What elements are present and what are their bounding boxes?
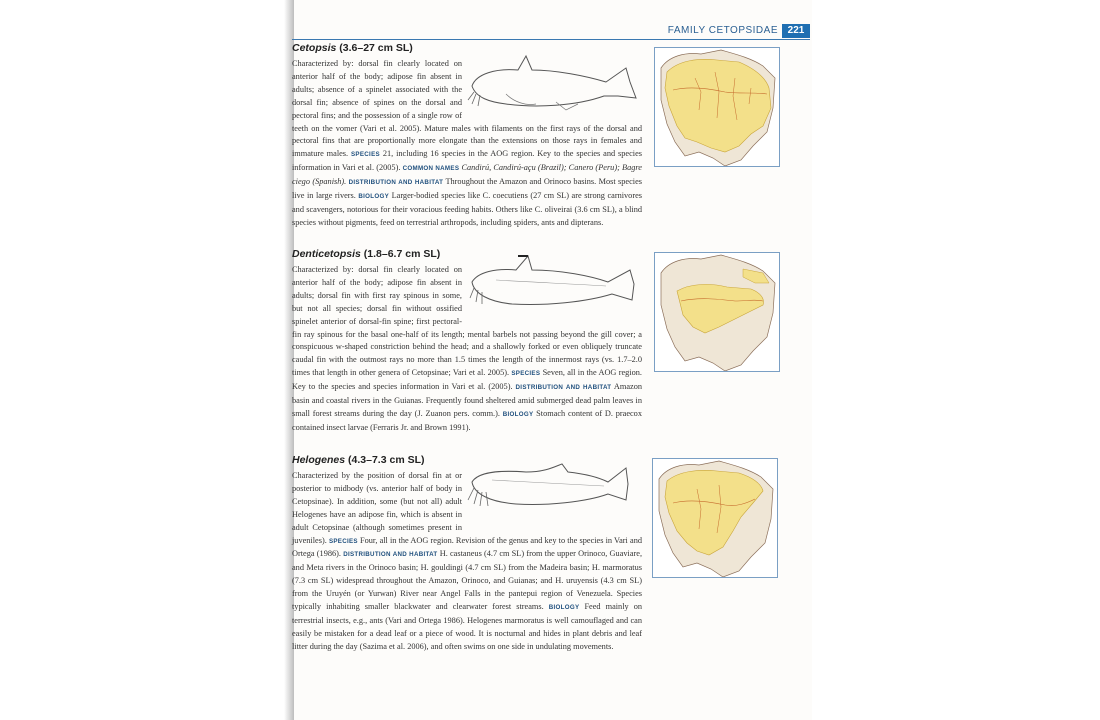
- genus-size-range: (1.8–6.7 cm SL): [363, 248, 441, 260]
- south-america-distribution-map-icon: [655, 48, 779, 166]
- distribution-text: Throughout the Amazon and Orinoco basins. Most species live in large rivers.: [292, 177, 642, 201]
- common-names-label: COMMON NAMES: [402, 165, 460, 173]
- genus-name: Denticetopsis: [292, 248, 361, 260]
- header-rule: [292, 39, 810, 40]
- species-label: SPECIES: [351, 151, 380, 159]
- common-names-text: Candirú, Candirú-açu (Brazil); Canero (Peru); Bagre ciego (Spanish).: [292, 163, 642, 187]
- biology-text: Larger-bodied species like C. coecutiens (27 cm SL) are strong carnivores and scavengers, notorious for their voracious feeding habits. Others like C. oliveirai (3.6 cm SL), a blind species without pigments, feed on terrestrial arthropods, including spiders, ants and dipterans.: [292, 191, 643, 227]
- cetopsis-distribution-map: [654, 47, 780, 167]
- left-blank-area: [0, 0, 292, 720]
- species-label: SPECIES: [511, 370, 541, 378]
- running-header: [292, 24, 810, 40]
- distribution-text: Amazon basin and coastal rivers in the Guianas. Frequently found sheltered amid submerged dead palm leaves in small forest streams during the day (J. Zuanon pers. comm.).: [292, 382, 642, 418]
- genus-name: Cetopsis: [292, 42, 337, 54]
- distribution-text: H. castaneus (4.7 cm SL) from the upper Orinoco, Guaviare, and Meta rivers in the Orinoco basin; H. gouldingi (4.7 cm SL) from the Madeira basin; H. marmoratus (7.3 cm SL) widespread throughout the Amazon, Orinoco, and Guianas; and H. uruyensis (4.3 cm SL) from the Uruyén (or Yurwan) River near Angel Falls in the pantepui region of Venezuela. Species typically inhabiting smaller blackwater and clearwater forest streams.: [292, 549, 643, 612]
- biology-label: BIOLOGY: [502, 410, 534, 418]
- page-number: 221: [782, 24, 810, 38]
- denticetopsis-fish-icon: [466, 254, 638, 316]
- helogenes-distribution-map: [652, 458, 778, 578]
- south-america-distribution-map-icon: [655, 253, 779, 371]
- denticetopsis-distribution-map: [654, 252, 780, 372]
- family-heading: FAMILY CETOPSIDAE: [667, 25, 778, 36]
- species-text: Seven, all in the AOG region. Key to the species and species information in Vari et al. (2005).: [292, 368, 642, 392]
- genus-intro-text: Characterized by: dorsal fin clearly located on anterior half of the body; adipose fin absent in adults; dorsal fin with first ray spinous in some, but not all species; dorsal fin without ossified spinelet anterior of dorsal-fin spine; first pectoral-fin ray spinous for the basal one-half of its length; mental barbels not passing beyond the gill cover; a conspicuous w-shaped constriction behind the head; and a shallowly forked or even obliquely truncate caudal fin with the outmost rays no more than 1.5 times the length of the innermost rays (vs. 1.7–2.0 times that length in other genera of Cetopsinae; Vari et al. 2005).: [292, 265, 642, 378]
- genus-intro-text: Characterized by the position of dorsal fin at or posterior to midbody (vs. anterior half of body in Cetopsinae). In addition, some (but not all) adult Helogenes have an adipose fin, which is absent in adult Cetopsinae (although sometimes present in juveniles).: [292, 471, 462, 545]
- south-america-distribution-map-icon: [653, 459, 777, 577]
- distribution-label: DISTRIBUTION AND HABITAT: [348, 179, 444, 187]
- species-text: Four, all in the AOG region. Revision of the genus and key to the species in Vari and Ortega (1986).: [292, 535, 642, 559]
- biology-text: Feed mainly on terrestrial insects, e.g., ants (Vari and Ortega 1986). Helogenes marmoratus is well camouflaged and can easily be mistaken for a dead leaf or a piece of wood. It is nocturnal and hides in plant debris and leaf litter during the day (Sazima et al. 2006), and often swims on one side in undulating movements.: [292, 602, 643, 651]
- species-text: 21, including 16 species in the AOG region. Key to the species and species information in Vari et al. (2005).: [292, 149, 642, 173]
- distribution-label: DISTRIBUTION AND HABITAT: [515, 384, 612, 392]
- biology-label: BIOLOGY: [548, 604, 580, 612]
- genus-size-range: (4.3–7.3 cm SL): [348, 454, 425, 466]
- cetopsis-fish-icon: [466, 48, 638, 114]
- genus-intro-text: Characterized by: dorsal fin clearly located on anterior half of the body; adipose fin absent in adults; absence of a spinelet associated with the dorsal fin; absence of spines on the dorsal and pectoral fins; and the possession of a single row of teeth on the vomer (Vari et al. 2005). Mature males with filaments on the first rays of the dorsal and pectoral fins that are proportionally more elongate than the extensions on those rays in females and immature males.: [292, 59, 642, 159]
- helogenes-fish-icon: [466, 460, 632, 516]
- species-label: SPECIES: [328, 537, 358, 545]
- biology-text: Stomach content of D. praecox contained insect larvae (Ferraris Jr. and Brown 1991).: [292, 408, 642, 432]
- biology-label: BIOLOGY: [358, 193, 390, 201]
- genus-size-range: (3.6–27 cm SL): [339, 42, 413, 54]
- distribution-label: DISTRIBUTION AND HABITAT: [343, 551, 438, 559]
- genus-name: Helogenes: [292, 454, 346, 466]
